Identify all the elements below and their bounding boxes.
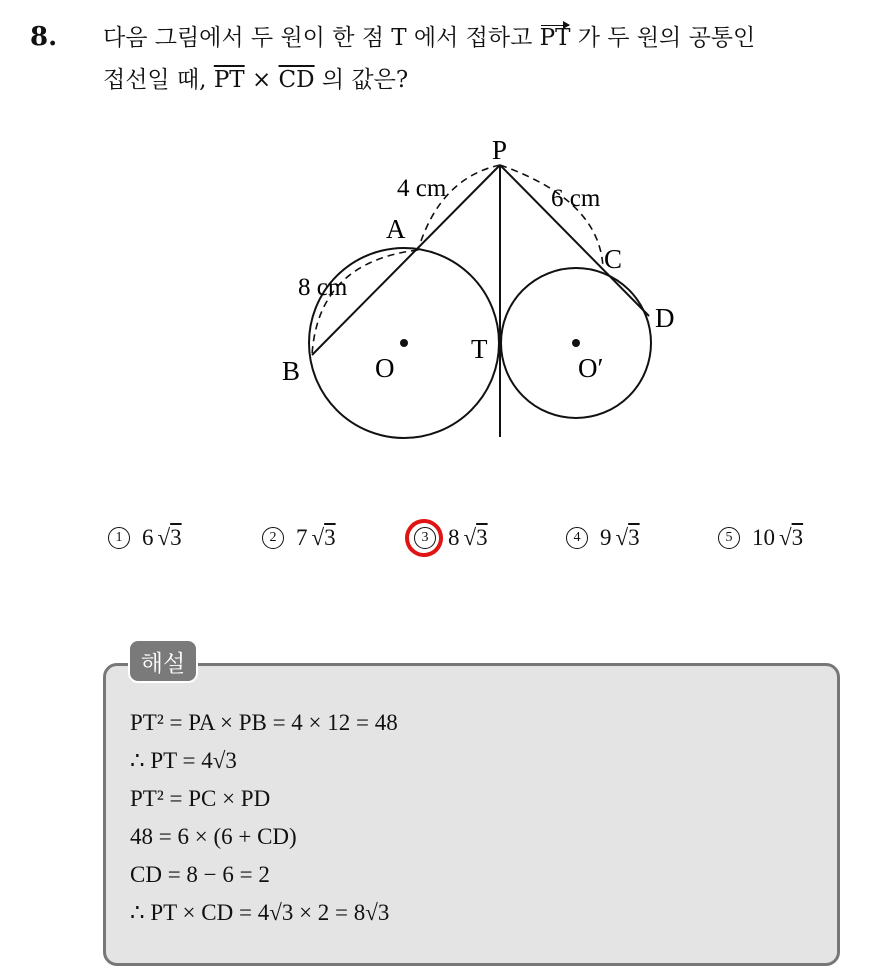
label-t: T bbox=[471, 334, 488, 364]
solution-line: PT² = PA × PB = 4 × 12 = 48 bbox=[130, 710, 398, 735]
solution-line: ∴ PT = 4√3 bbox=[130, 748, 237, 773]
length-pc: 6 cm bbox=[551, 185, 601, 212]
sqrt-sign: √ bbox=[157, 525, 171, 550]
choice-value: 7 bbox=[296, 525, 308, 550]
length-ab: 8 cm bbox=[298, 274, 348, 301]
center-o-prime-dot bbox=[572, 339, 580, 347]
length-pa: 4 cm bbox=[397, 175, 447, 202]
choice-number-text: 3 bbox=[421, 530, 429, 545]
label-o-prime: O′ bbox=[578, 353, 604, 383]
label-d: D bbox=[655, 303, 675, 333]
solution-lines bbox=[130, 704, 398, 932]
choice-radicand: 3 bbox=[476, 525, 488, 550]
selected-mark-icon bbox=[401, 515, 446, 560]
choice-number: 5 bbox=[718, 527, 740, 549]
segment-cd: $\overline{CD}$ bbox=[278, 67, 315, 93]
question-text-part: 가 두 원의 공통인 bbox=[570, 25, 756, 51]
segment-pt: $\overline{PT}$ bbox=[213, 67, 245, 93]
label-p: P bbox=[492, 135, 508, 165]
choice-value: 9 bbox=[600, 525, 612, 550]
choice-number: 4 bbox=[566, 527, 588, 549]
answer-choices bbox=[108, 525, 838, 565]
label-a: A bbox=[386, 214, 406, 244]
question-text-part: 의 값은? bbox=[314, 67, 409, 93]
times-sign: × bbox=[244, 67, 279, 93]
choice-value: 6 bbox=[142, 525, 154, 550]
solution-line: PT² = PC × PD bbox=[130, 786, 271, 811]
label-c: C bbox=[604, 244, 623, 274]
center-o-dot bbox=[400, 339, 408, 347]
choice-value: 8 bbox=[448, 525, 460, 550]
choice-radicand: 3 bbox=[628, 525, 640, 550]
vector-pt: PT bbox=[540, 22, 571, 54]
label-o: O bbox=[375, 353, 395, 383]
solution-tag: 해설 bbox=[128, 639, 198, 683]
choice-4[interactable] bbox=[566, 525, 640, 551]
choice-3[interactable] bbox=[414, 525, 488, 551]
question-text-part: 다음 그림에서 두 원이 한 점 T 에서 접하고 bbox=[103, 25, 540, 51]
choice-1[interactable] bbox=[108, 525, 182, 551]
sqrt-sign: √ bbox=[779, 525, 792, 550]
sqrt-sign: √ bbox=[615, 525, 629, 550]
solution-line: 48 = 6 × (6 + CD) bbox=[130, 824, 297, 849]
question-text-part: 접선일 때, bbox=[103, 67, 214, 93]
sqrt-sign: √ bbox=[311, 525, 325, 550]
question-number: 8. bbox=[30, 22, 58, 52]
choice-radicand: 3 bbox=[324, 525, 336, 550]
solution-line: ∴ PT × CD = 4√3 × 2 = 8√3 bbox=[130, 900, 390, 925]
sqrt-sign: √ bbox=[463, 525, 477, 550]
choice-radicand: 3 bbox=[170, 525, 182, 550]
choice-value: 10 bbox=[752, 525, 775, 550]
choice-2[interactable] bbox=[262, 525, 336, 551]
choice-number bbox=[414, 527, 436, 549]
label-b: B bbox=[282, 356, 301, 386]
choice-number: 1 bbox=[108, 527, 130, 549]
choice-5[interactable] bbox=[718, 525, 803, 551]
choice-number: 2 bbox=[262, 527, 284, 549]
choice-radicand: 3 bbox=[791, 525, 804, 550]
solution-line: CD = 8 − 6 = 2 bbox=[130, 862, 270, 887]
